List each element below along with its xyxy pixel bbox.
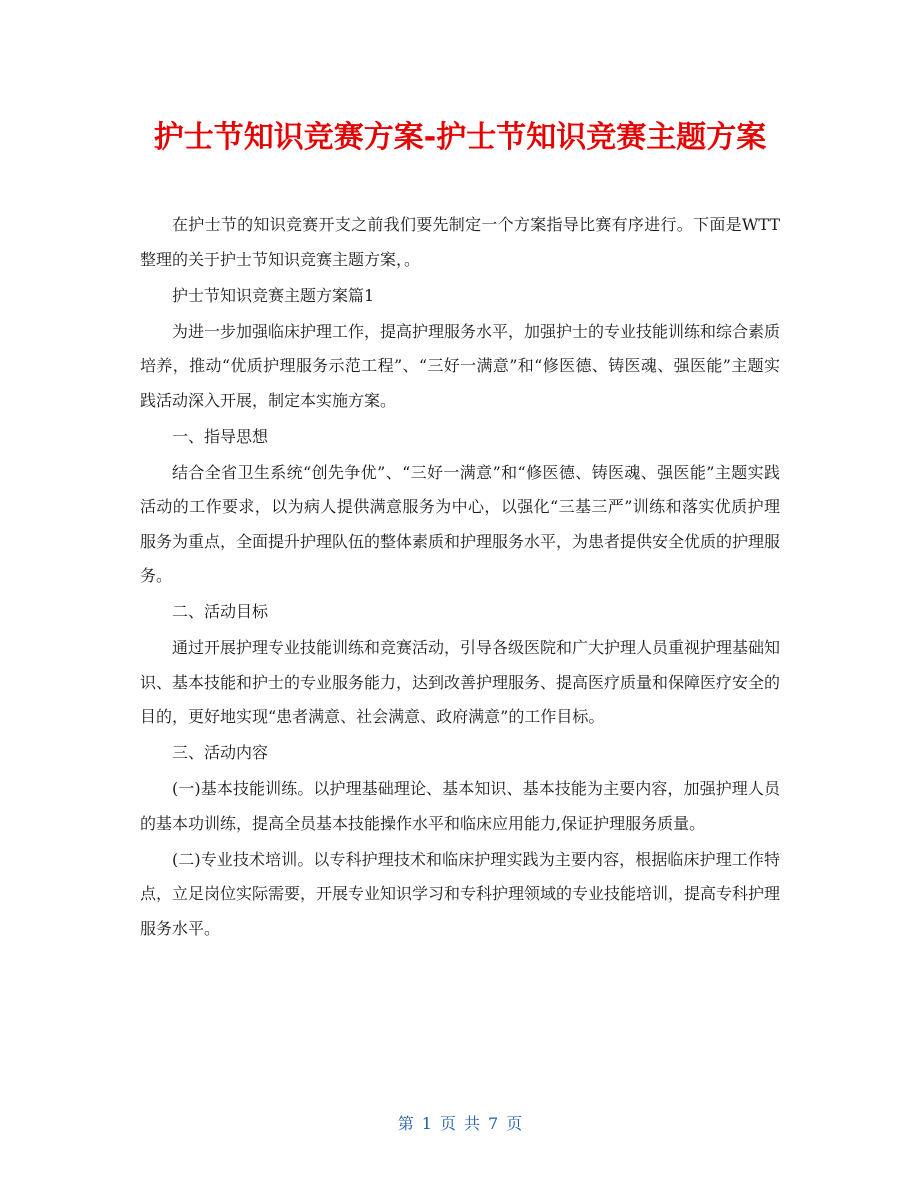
document-body (140, 208, 780, 948)
paragraph-intro: 在护士节的知识竞赛开支之前我们要先制定一个方案指导比赛有序进行。下面是WTT整理的关于护士节知识竞赛主题方案，。 (140, 215, 780, 269)
paragraph-plan-heading: 护士节知识竞赛主题方案篇1 (172, 285, 375, 305)
paragraph-guiding-ideology: 结合全省卫生系统“创先争优”、“三好一满意”和“修医德、铸医魂、强医能”主题实践活动的工作要求，以为病人提供满意服务为中心，以强化“三基三严”训练和落实优质护理服务为重点，全面提升护理队伍的整体素质和护理服务水平，为患者提供安全优质的护理服务。 (140, 462, 781, 585)
footer-total-pages: 7 (488, 1114, 499, 1133)
footer-total-suffix: 页 (506, 1114, 523, 1133)
paragraph-activity-goals: 通过开展护理专业技能训练和竞赛活动，引导各级医院和广大护理人员重视护理基础知识、基本技能和护士的专业服务能力，达到改善护理服务、提高医疗质量和保障医疗安全的目的，更好地实现“患者满意、社会满意、政府满意”的工作目标。 (140, 638, 781, 726)
footer-page-mid: 页 (439, 1114, 456, 1133)
paragraph-basic-skills: (一)基本技能训练。以护理基础理论、基本知识、基本技能为主要内容，加强护理人员的基本功训练，提高全员基本技能操作水平和临床应用能力,保证护理服务质量。 (140, 779, 780, 833)
section-heading-guiding-ideology: 一、指导思想 (172, 426, 269, 446)
document-title: 护士节知识竞赛方案-护士节知识竞赛主题方案 (153, 120, 767, 155)
footer-page-prefix: 第 (397, 1114, 414, 1133)
section-heading-activity-content: 三、活动内容 (172, 743, 269, 762)
footer-page-number: 1 (421, 1114, 432, 1133)
paragraph-purpose: 为进一步加强临床护理工作，提高护理服务水平，加强护士的专业技能训练和综合素质培养，推动“优质护理服务示范工程”、“三好一满意”和“修医德、铸医魂、强医能”主题实践活动深入开展，制定本实施方案。 (140, 321, 781, 410)
footer-total-prefix: 共 (464, 1114, 481, 1133)
page-footer (0, 1112, 920, 1136)
section-heading-activity-goals: 二、活动目标 (172, 602, 269, 621)
paragraph-professional-training: (二)专业技术培训。以专科护理技术和临床护理实践为主要内容，根据临床护理工作特点，立足岗位实际需要，开展专业知识学习和专科护理领域的专业技能培训，提高专科护理服务水平。 (140, 849, 781, 938)
